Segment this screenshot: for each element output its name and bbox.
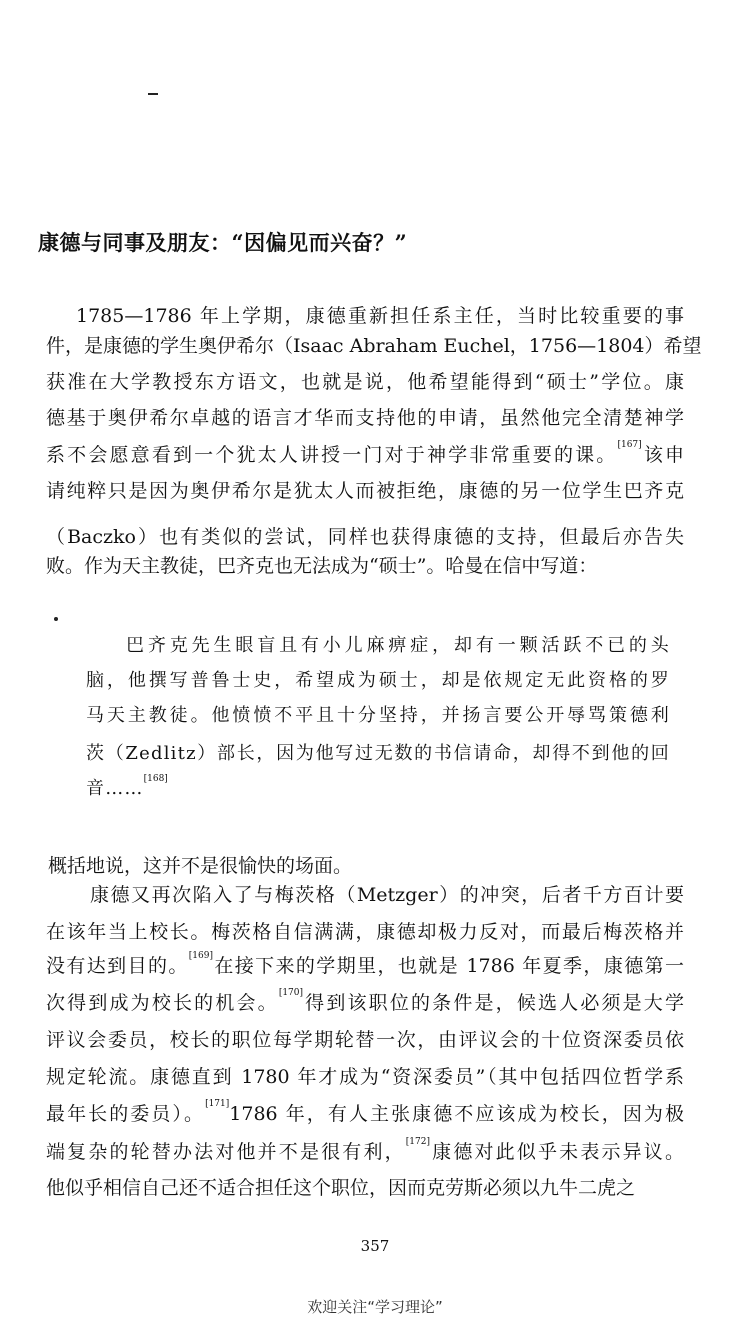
text-line: 德基于奥伊希尔卓越的语言才华而支持他的申请，虽然他完全清楚神学 [46, 407, 684, 429]
quote-line: 巴齐克先生眼盲且有小儿麻痹症，却有一颗活跃不已的头 [126, 635, 670, 656]
text-line: 请纯粹只是因为奥伊希尔是犹太人而被拒绝，康德的另一位学生巴齐克 [46, 480, 684, 502]
footnote-ref: [172] [405, 1137, 430, 1147]
text-line: 次得到成为校长的机会。[170]得到该职位的条件是，候选人必须是大学 [46, 988, 684, 1014]
text-line: 概括地说，这并不是很愉快的场面。 [48, 855, 353, 877]
text-line: 最年长的委员）。[171]1786 年，有人主张康德不应该成为校长，因为极 [46, 1099, 684, 1125]
footnote-ref: [171] [205, 1099, 230, 1109]
page-number: 357 [360, 1237, 390, 1255]
footnote-ref: [168] [143, 774, 168, 784]
text-line: 康德又再次陷入了与梅茨格（Metzger）的冲突，后者千方百计要 [90, 884, 684, 906]
footer-watermark: 欢迎关注“学习理论” [307, 1298, 443, 1316]
text-line: （Baczko）也有类似的尝试，同样也获得康德的支持，但最后亦告失 [46, 526, 684, 548]
text-line: 没有达到目的。[169]在接下来的学期里，也就是 1786 年夏季，康德第一 [46, 951, 684, 977]
quote-line: 马天主教徒。他愤愤不平且十分坚持，并扬言要公开辱骂策德利 [86, 705, 670, 726]
footnote-ref: [170] [278, 988, 304, 998]
footnote-ref: [167] [617, 440, 642, 450]
text-line: 评议会委员，校长的职位每学期轮替一次，由评议会的十位资深委员依 [46, 1029, 684, 1051]
section-heading: 康德与同事及朋友：“因偏见而兴奋？” [38, 230, 408, 255]
footnote-ref: [169] [188, 951, 213, 961]
text-line: 获准在大学教授东方语文，也就是说，他希望能得到“硕士”学位。康 [46, 371, 684, 393]
text-line: 他似乎相信自己还不适合担任这个职位，因而克劳斯必须以九牛二虎之 [46, 1177, 636, 1199]
text-line: 在该年当上校长。梅茨格自信满满，康德却极力反对，而最后梅茨格并 [46, 921, 684, 943]
quote-line: 音……[168] [86, 774, 168, 799]
quote-line: 茨（Zedlitz）部长，因为他写过无数的书信请命，却得不到他的回 [86, 743, 670, 764]
text-line: 件，是康德的学生奥伊希尔（Isaac Abraham Euchel，1756—1804）希望 [46, 335, 702, 357]
scan-dot [54, 617, 58, 621]
text-line: 规定轮流。康德直到 1780 年才成为“资深委员”（其中包括四位哲学系 [46, 1066, 684, 1088]
text-line: 败。作为天主教徒，巴齐克也无法成为“硕士”。哈曼在信中写道： [46, 555, 598, 577]
text-line: 1785—1786 年上学期，康德重新担任系主任，当时比较重要的事 [76, 305, 684, 327]
text-line: 端复杂的轮替办法对他并不是很有利，[172]康德对此似乎未表示异议。 [46, 1137, 684, 1163]
text-line: 系不会愿意看到一个犹太人讲授一门对于神学非常重要的课。[167]该申 [46, 440, 684, 466]
scan-mark [148, 93, 158, 95]
quote-line: 脑，他撰写普鲁士史，希望成为硕士，却是依规定无此资格的罗 [86, 670, 670, 691]
